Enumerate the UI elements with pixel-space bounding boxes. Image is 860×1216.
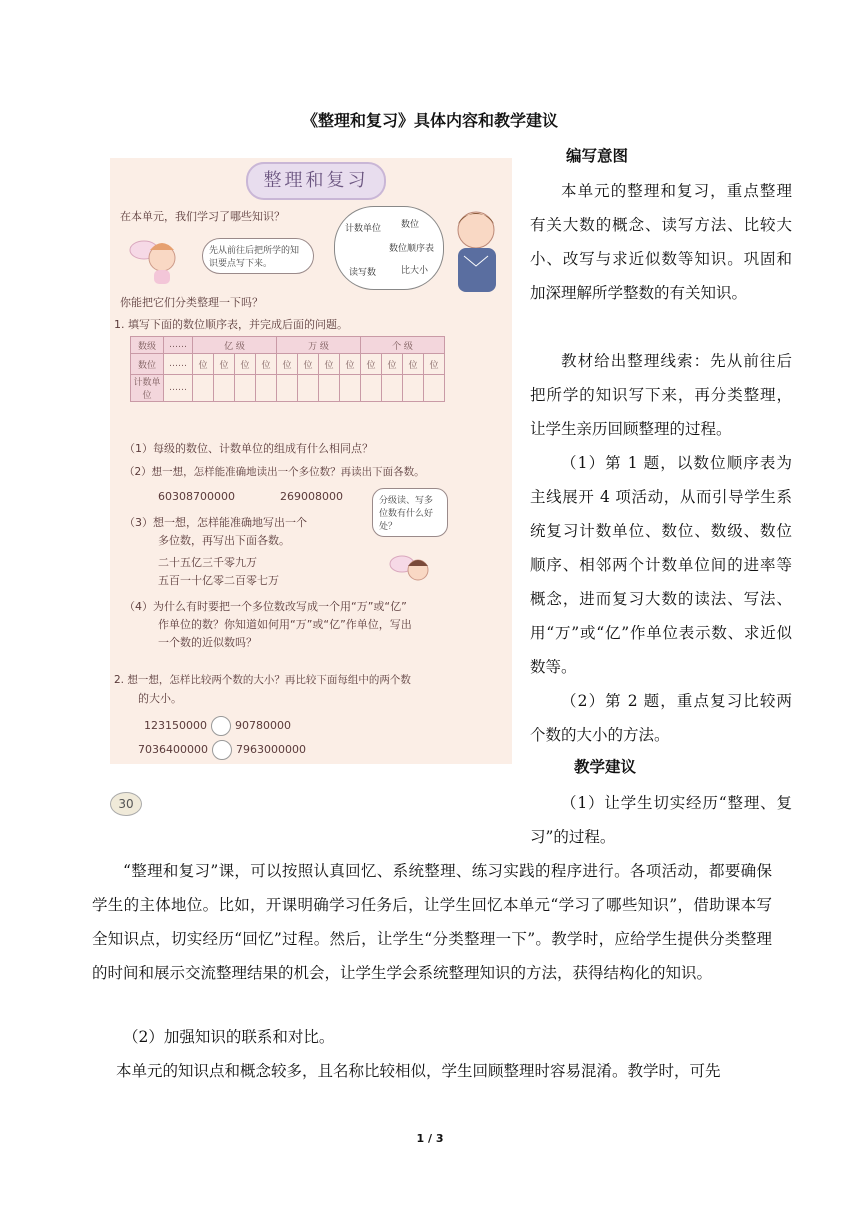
textbook-item-2: 的大小。 — [138, 692, 182, 705]
boy-illustration — [444, 204, 510, 294]
textbook-q3: 多位数，再写出下面各数。 — [158, 534, 290, 547]
textbook-q1: （1）每级的数位、计数单位的组成有什么相同点？ — [124, 442, 373, 455]
paragraph-item1: （1）第 1 题，以数位顺序表为主线展开 4 项活动，从而引导学生系统复习计数单位、数位、数级、数位顺序、相邻两个计数单位间的进率等概念，进而复习大数的读法、写法、用“万”或“亿”作单位表示数、求近似数等。 — [530, 454, 792, 676]
textbook-banner: 整理和复习 — [246, 162, 386, 200]
textbook-q4: （4）为什么有时要把一个多位数改写成一个用“万”或“亿” — [124, 600, 407, 613]
textbook-q4: 作单位的数？你知道如何用“万”或“亿”作单位，写出 — [158, 618, 412, 631]
textbook-question-classify: 你能把它们分类整理一下吗？ — [120, 296, 263, 309]
paragraph-advice2: （2）加强知识的联系和对比。 — [123, 1028, 335, 1046]
table-level-wan: 万 级 — [277, 337, 361, 354]
compare-number: 90780000 — [235, 719, 291, 732]
heading-teaching-advice: 教学建议 — [574, 758, 637, 776]
textbook-read-number: 60308700000 — [158, 490, 235, 503]
table-cell: 位 — [298, 354, 319, 375]
table-row-label: 数位 — [131, 354, 164, 375]
table-dots: …… — [164, 375, 193, 402]
table-cell: 位 — [340, 354, 361, 375]
textbook-item-2: 2. 想一想，怎样比较两个数的大小？再比较下面每组中的两个数 — [114, 674, 411, 686]
table-cell: 位 — [235, 354, 256, 375]
heading-writing-intent: 编写意图 — [566, 147, 629, 165]
paragraph-concepts: 本单元的知识点和概念较多，且名称比较相似，学生回顾整理时容易混淆。教学时，可先 — [116, 1062, 721, 1080]
table-cell: 位 — [319, 354, 340, 375]
table-dots: …… — [164, 337, 193, 354]
table-cell: 位 — [361, 354, 382, 375]
cloud-item: 计数单位 — [345, 224, 382, 234]
table-cell: 位 — [277, 354, 298, 375]
thought-cloud — [334, 206, 444, 290]
speech-bubble-left: 先从前往后把所学的知识要点写下来。 — [202, 238, 314, 274]
angel-illustration — [124, 228, 194, 288]
compare-circle — [211, 716, 231, 736]
table-cell: 位 — [193, 354, 214, 375]
textbook-read-number: 269008000 — [280, 490, 343, 503]
compare-number: 123150000 — [144, 719, 207, 732]
compare-number: 7963000000 — [236, 743, 306, 756]
textbook-q2: （2）想一想，怎样能准确地读出一个多位数？再读出下面各数。 — [124, 466, 425, 478]
cloud-item: 读写数 — [349, 268, 377, 278]
textbook-write-number: 二十五亿三千零九万 — [158, 556, 257, 569]
textbook-write-number: 五百一十亿零二百零七万 — [158, 574, 279, 587]
compare-row — [144, 716, 291, 736]
digit-order-table — [130, 336, 445, 402]
cloud-item: 数位顺序表 — [389, 244, 435, 254]
textbook-page-number: 30 — [110, 792, 142, 816]
paragraph-clue: 教材给出整理线索：先从前往后把所学的知识写下来，再分类整理，让学生亲历回顾整理的过程。 — [530, 352, 792, 438]
compare-number: 7036400000 — [138, 743, 208, 756]
paragraph-review-class: “整理和复习”课，可以按照认真回忆、系统整理、练习实践的程序进行。各项活动，都要确保学生的主体地位。比如，开课明确学习任务后，让学生回忆本单元“学习了哪些知识”，借助课本写全知识点，切实经历“回忆”过程。然后，让学生“分类整理一下”。教学时，应给学生提供分类整理的时间和展示交流整理结果的机会，让学生学会系统整理知识的方法，获得结构化的知识。 — [92, 862, 772, 982]
table-cell: 位 — [382, 354, 403, 375]
table-dots: …… — [164, 354, 193, 375]
textbook-page-image — [110, 158, 512, 764]
page-footer: 1 / 3 — [416, 1132, 444, 1145]
table-row-label: 数级 — [131, 337, 164, 354]
table-level-yi: 亿 级 — [193, 337, 277, 354]
fairy-illustration — [388, 550, 438, 586]
table-level-ge: 个 级 — [361, 337, 445, 354]
textbook-question-intro: 在本单元，我们学习了哪些知识？ — [120, 210, 285, 223]
compare-row — [138, 740, 306, 760]
document-title: 《整理和复习》具体内容和教学建议 — [301, 111, 558, 130]
paragraph-intent: 本单元的整理和复习，重点整理有关大数的概念、读写方法、比较大小、改写与求近似数等知识。巩固和加深理解所学整数的有关知识。 — [530, 182, 792, 302]
paragraph-advice1: （1）让学生切实经历“整理、复习”的过程。 — [530, 794, 792, 846]
textbook-item-1: 1. 填写下面的数位顺序表，并完成后面的问题。 — [114, 318, 348, 331]
textbook-q4: 一个数的近似数吗？ — [158, 636, 257, 649]
compare-circle — [212, 740, 232, 760]
textbook-q3: （3）想一想，怎样能准确地写出一个 — [124, 516, 307, 529]
paragraph-item2: （2）第 2 题，重点复习比较两个数的大小的方法。 — [530, 692, 792, 744]
speech-bubble-right: 分级读、写多位数有什么好处？ — [372, 488, 448, 537]
cloud-item: 比大小 — [401, 266, 429, 276]
table-cell: 位 — [256, 354, 277, 375]
cloud-item: 数位 — [401, 220, 420, 230]
table-cell: 位 — [214, 354, 235, 375]
table-row-label: 计数单位 — [131, 375, 164, 402]
table-cell: 位 — [403, 354, 424, 375]
table-cell: 位 — [424, 354, 445, 375]
